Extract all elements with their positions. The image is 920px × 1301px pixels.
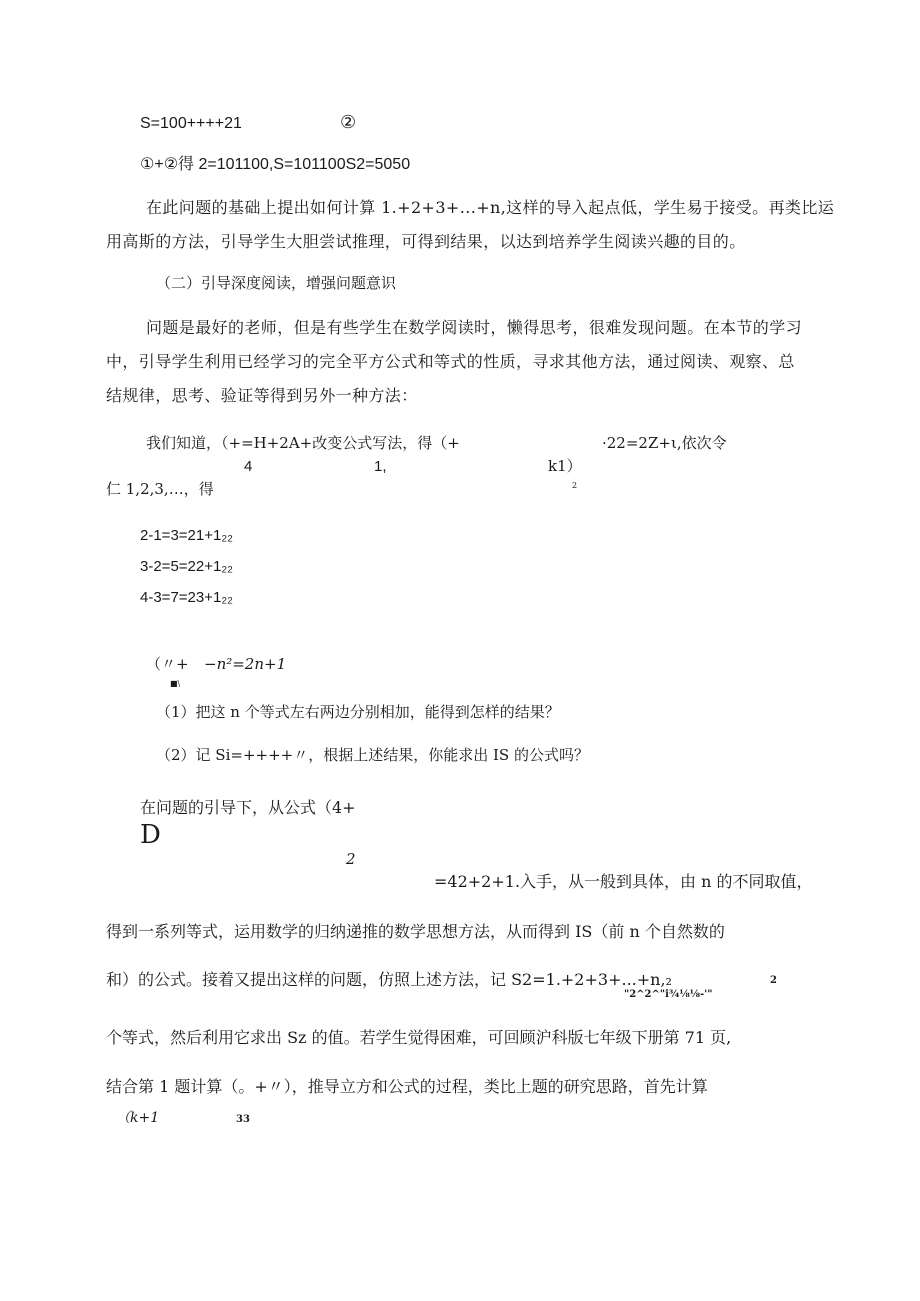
- formula-k1: k1）: [548, 457, 582, 475]
- paragraph-guide-line5: 个等式，然后利用它求出 Sz 的值。若学生觉得困难，可回顾沪科版七年级下册第 71 页,: [106, 1028, 732, 1047]
- equation-row-2: 3-2=5=22+1₂₂: [140, 558, 233, 575]
- circled-number-two: ②: [340, 112, 357, 133]
- question-2: （2）记 Si=++++〃，根据上述结果，你能求出 IS 的公式吗？: [156, 746, 589, 764]
- paragraph-guide-garbled: "2^2^"i¾⅛⅛-'": [624, 989, 713, 1000]
- paragraph-guide-exponent-2: 2: [770, 975, 777, 986]
- question-1: （1）把这 n 个等式左右两边分别相加，能得到怎样的结果？: [156, 703, 560, 721]
- section-heading: （二）引导深度阅读，增强问题意识: [156, 274, 397, 292]
- paragraph-guide-k1: （k+1: [116, 1110, 160, 1126]
- paragraph-guide-33: 33: [236, 1114, 250, 1125]
- paragraph-guide-start: 在问题的引导下，从公式（4+: [140, 798, 356, 817]
- equation-general-left: （〃+: [146, 655, 189, 673]
- paragraph-problem-line2: 中，引导学生利用已经学习的完全平方公式和等式的性质，寻求其他方法，通过阅读、观察、总: [106, 352, 795, 371]
- paragraph-guide-line6: 结合第 1 题计算（。+〃），推导立方和公式的过程，类比上题的研究思路，首先计算: [106, 1077, 708, 1096]
- formula-subscript-4: 4: [244, 458, 253, 475]
- equation-row-1: 2-1=3=21+1₂₂: [140, 527, 233, 544]
- equation-general-mark: ■\: [170, 679, 181, 688]
- formula-let-values: 仁 1,2,3,…，得: [106, 480, 214, 498]
- paragraph-guide-line4: 和）的公式。接着又提出这样的问题，仿照上述方法，记 S2=1.+2+3+...+n,₂: [106, 970, 672, 989]
- formula-line-start: 我们知道，（+=H+2A+改变公式写法，得（+: [146, 434, 460, 452]
- paragraph-problem-line3: 结规律，思考、验证等得到另外一种方法：: [106, 386, 418, 405]
- equation-s-sum: S=100++++21: [140, 115, 242, 132]
- paragraph-guide-letter-d: D: [140, 820, 161, 850]
- formula-subscript-1: 1,: [374, 458, 387, 475]
- paragraph-intro-line1: 在此问题的基础上提出如何计算 1.+2+3+...+n,这样的导入起点低，学生易于接受。再类比运: [146, 198, 835, 217]
- equation-row-3: 4-3=7=23+1₂₂: [140, 589, 233, 606]
- paragraph-guide-line3: 得到一系列等式，运用数学的归纳递推的数学思想方法，从而得到 IS（前 n 个自然数的: [106, 922, 725, 941]
- equation-sum-result: ①+②得 2=101100,S=101100S2=5050: [140, 156, 411, 173]
- formula-line-end: ·22=2Z+ι,依次令: [602, 434, 727, 452]
- paragraph-guide-exponent: 2: [346, 850, 356, 868]
- paragraph-intro-line2: 用高斯的方法，引导学生大胆尝试推理，可得到结果，以达到培养学生阅读兴趣的目的。: [106, 232, 746, 251]
- paragraph-guide-line2: =42+2+1.入手，从一般到具体，由 n 的不同取值，: [434, 872, 813, 891]
- paragraph-problem-line1: 问题是最好的老师，但是有些学生在数学阅读时，懒得思考，很难发现问题。在本节的学习: [146, 318, 803, 337]
- formula-exponent-2: 2: [572, 481, 578, 490]
- equation-general-right: −n²=2n+1: [204, 655, 287, 673]
